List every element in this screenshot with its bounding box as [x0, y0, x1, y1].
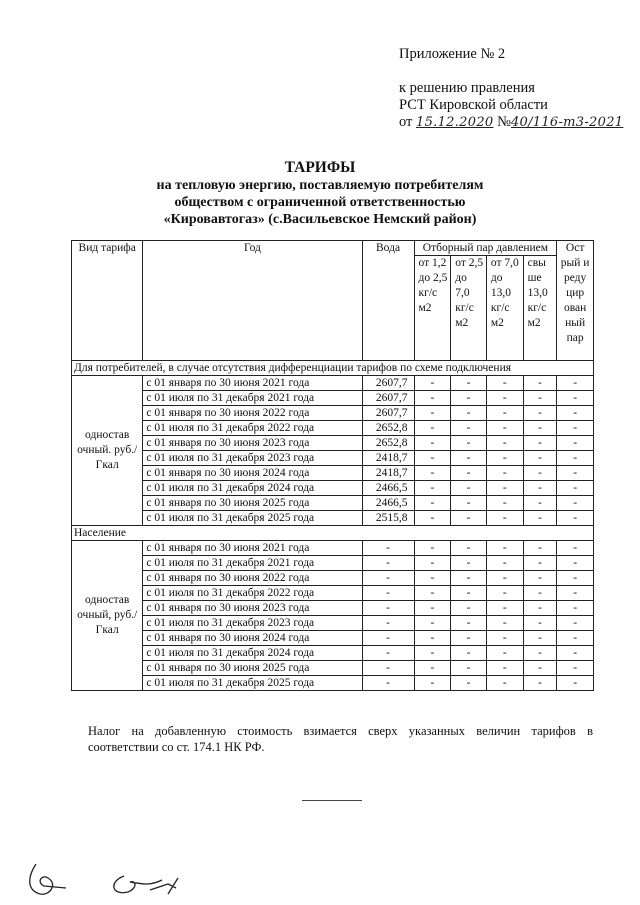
steam-value-cell: -: [486, 661, 523, 676]
table-row: [72, 496, 594, 511]
appendix-line-2: РСТ Кировской области: [399, 97, 548, 113]
table-row: [72, 616, 594, 631]
steam-value-cell: -: [557, 406, 594, 421]
steam-value-cell: -: [451, 556, 487, 571]
section-title: Для потребителей, в случае отсутствия дифференциации тарифов по схеме подключения: [72, 361, 594, 376]
water-value-cell: 2515,8: [362, 511, 414, 526]
steam-value-cell: -: [523, 421, 557, 436]
steam-value-cell: -: [486, 601, 523, 616]
water-value-cell: -: [362, 586, 414, 601]
steam-value-cell: -: [414, 616, 451, 631]
steam-value-cell: -: [557, 571, 594, 586]
steam-value-cell: -: [523, 556, 557, 571]
period-cell: с 01 июля по 31 декабря 2021 года: [143, 556, 362, 571]
table-row: [72, 376, 594, 391]
table-row: [72, 511, 594, 526]
steam-value-cell: -: [414, 541, 451, 556]
decision-date: 15.12.2020: [416, 115, 494, 130]
appendix-date-line: [399, 114, 623, 131]
steam-value-cell: -: [486, 391, 523, 406]
steam-value-cell: -: [486, 571, 523, 586]
water-value-cell: 2607,7: [362, 391, 414, 406]
steam-value-cell: -: [486, 481, 523, 496]
steam-value-cell: -: [523, 541, 557, 556]
date-prefix: от: [399, 114, 413, 130]
water-value-cell: -: [362, 616, 414, 631]
table-row: [72, 676, 594, 691]
steam-value-cell: -: [414, 481, 451, 496]
header-tariff-type: Вид тарифа: [72, 241, 143, 361]
steam-value-cell: -: [486, 376, 523, 391]
steam-value-cell: -: [557, 601, 594, 616]
steam-value-cell: -: [523, 511, 557, 526]
steam-value-cell: -: [451, 616, 487, 631]
steam-value-cell: -: [414, 556, 451, 571]
steam-value-cell: -: [414, 421, 451, 436]
appendix-line-1: к решению правления: [399, 80, 535, 96]
water-value-cell: 2418,7: [362, 451, 414, 466]
steam-value-cell: -: [523, 436, 557, 451]
steam-value-cell: -: [523, 661, 557, 676]
steam-value-cell: -: [451, 541, 487, 556]
table-row: [72, 571, 594, 586]
period-cell: с 01 июля по 31 декабря 2024 года: [143, 481, 362, 496]
steam-value-cell: -: [523, 376, 557, 391]
steam-value-cell: -: [557, 646, 594, 661]
steam-value-cell: -: [414, 676, 451, 691]
steam-value-cell: -: [451, 466, 487, 481]
steam-value-cell: -: [451, 676, 487, 691]
steam-value-cell: -: [557, 541, 594, 556]
steam-value-cell: -: [451, 661, 487, 676]
steam-value-cell: -: [486, 631, 523, 646]
title-line-3: «Кировавтогаз» (с.Васильевское Немский район): [163, 212, 477, 227]
steam-value-cell: -: [523, 571, 557, 586]
tariff-table: [71, 240, 594, 691]
steam-value-cell: -: [557, 496, 594, 511]
title-line-2: обществом с ограниченной ответственностью: [174, 195, 466, 210]
water-value-cell: -: [362, 661, 414, 676]
document-title: ТАРИФЫ: [284, 159, 356, 176]
steam-value-cell: -: [414, 661, 451, 676]
water-value-cell: 2418,7: [362, 466, 414, 481]
steam-value-cell: -: [414, 376, 451, 391]
steam-value-cell: -: [486, 421, 523, 436]
section-row: [72, 526, 594, 541]
period-cell: с 01 июля по 31 декабря 2023 года: [143, 616, 362, 631]
period-cell: с 01 июля по 31 декабря 2025 года: [143, 676, 362, 691]
section-row: [72, 361, 594, 376]
period-cell: с 01 января по 30 июня 2024 года: [143, 631, 362, 646]
period-cell: с 01 июля по 31 декабря 2021 года: [143, 391, 362, 406]
water-value-cell: 2652,8: [362, 421, 414, 436]
steam-value-cell: -: [414, 601, 451, 616]
period-cell: с 01 июля по 31 декабря 2022 года: [143, 586, 362, 601]
steam-value-cell: -: [523, 466, 557, 481]
steam-value-cell: -: [486, 676, 523, 691]
steam-value-cell: -: [451, 391, 487, 406]
table-row: [72, 391, 594, 406]
title-line-1: на тепловую энергию, поставляемую потребителям: [156, 178, 484, 193]
steam-value-cell: -: [486, 436, 523, 451]
steam-value-cell: -: [523, 481, 557, 496]
steam-value-cell: -: [557, 616, 594, 631]
period-cell: с 01 июля по 31 декабря 2022 года: [143, 421, 362, 436]
period-cell: с 01 января по 30 июня 2023 года: [143, 436, 362, 451]
header-year: Год: [143, 241, 362, 361]
steam-value-cell: -: [557, 511, 594, 526]
table-row: [72, 406, 594, 421]
steam-value-cell: -: [414, 451, 451, 466]
steam-value-cell: -: [414, 436, 451, 451]
steam-value-cell: -: [557, 631, 594, 646]
table-row: [72, 466, 594, 481]
steam-value-cell: -: [557, 556, 594, 571]
steam-value-cell: -: [414, 586, 451, 601]
period-cell: с 01 января по 30 июня 2023 года: [143, 601, 362, 616]
period-cell: с 01 января по 30 июня 2022 года: [143, 571, 362, 586]
steam-value-cell: -: [523, 601, 557, 616]
number-prefix: №: [497, 114, 511, 130]
steam-value-cell: -: [557, 436, 594, 451]
steam-value-cell: -: [557, 391, 594, 406]
signature-mark: [114, 876, 178, 894]
steam-value-cell: -: [523, 451, 557, 466]
steam-value-cell: -: [414, 631, 451, 646]
water-value-cell: -: [362, 631, 414, 646]
steam-value-cell: -: [557, 421, 594, 436]
steam-value-cell: -: [523, 391, 557, 406]
steam-value-cell: -: [523, 676, 557, 691]
tariff-type-cell: одностав очный, руб./Гкал: [72, 541, 143, 691]
steam-value-cell: -: [486, 556, 523, 571]
steam-value-cell: -: [523, 586, 557, 601]
steam-value-cell: -: [523, 616, 557, 631]
steam-value-cell: -: [451, 436, 487, 451]
water-value-cell: 2652,8: [362, 436, 414, 451]
steam-value-cell: -: [523, 406, 557, 421]
water-value-cell: -: [362, 556, 414, 571]
steam-value-cell: -: [557, 676, 594, 691]
separator-line: [302, 800, 362, 801]
steam-value-cell: -: [451, 601, 487, 616]
tariff-type-cell: одностав очный. руб./Гкал: [72, 376, 143, 526]
water-value-cell: -: [362, 571, 414, 586]
table-row: [72, 631, 594, 646]
steam-value-cell: -: [486, 646, 523, 661]
table-row: [72, 601, 594, 616]
period-cell: с 01 июля по 31 декабря 2025 года: [143, 511, 362, 526]
steam-value-cell: -: [486, 466, 523, 481]
steam-value-cell: -: [451, 481, 487, 496]
table-row: [72, 481, 594, 496]
steam-value-cell: -: [486, 406, 523, 421]
water-value-cell: -: [362, 541, 414, 556]
steam-value-cell: -: [451, 451, 487, 466]
header-steam-2: от 2,5 до 7,0 кг/с м2: [451, 256, 487, 361]
steam-value-cell: -: [557, 451, 594, 466]
signature-initial-mark: [30, 864, 66, 894]
decision-number: 40/116-т3-2021: [510, 115, 624, 130]
water-value-cell: -: [362, 646, 414, 661]
header-steam-1: от 1,2 до 2,5 кг/с м2: [414, 256, 451, 361]
steam-value-cell: -: [523, 646, 557, 661]
vat-note: Налог на добавленную стоимость взимается сверх указанных величин тарифов в соответствии со ст. 174.1 НК РФ.: [88, 724, 593, 754]
header-steam-4: свы ше 13,0 кг/с м2: [523, 256, 557, 361]
steam-value-cell: -: [414, 646, 451, 661]
period-cell: с 01 июля по 31 декабря 2023 года: [143, 451, 362, 466]
steam-value-cell: -: [414, 391, 451, 406]
steam-value-cell: -: [451, 511, 487, 526]
steam-value-cell: -: [557, 661, 594, 676]
steam-value-cell: -: [451, 586, 487, 601]
signature-marks: [0, 856, 240, 905]
steam-value-cell: -: [486, 496, 523, 511]
water-value-cell: 2607,7: [362, 406, 414, 421]
water-value-cell: -: [362, 601, 414, 616]
table-row: [72, 451, 594, 466]
water-value-cell: 2607,7: [362, 376, 414, 391]
period-cell: с 01 января по 30 июня 2021 года: [143, 376, 362, 391]
period-cell: с 01 января по 30 июня 2024 года: [143, 466, 362, 481]
section-title: Население: [72, 526, 594, 541]
steam-value-cell: -: [414, 571, 451, 586]
steam-value-cell: -: [414, 406, 451, 421]
period-cell: с 01 января по 30 июня 2022 года: [143, 406, 362, 421]
table-row: [72, 541, 594, 556]
header-water: Вода: [362, 241, 414, 361]
water-value-cell: 2466,5: [362, 481, 414, 496]
steam-value-cell: -: [523, 496, 557, 511]
steam-value-cell: -: [414, 511, 451, 526]
header-reduced-steam: Ост рый и реду цир ован ный пар: [557, 241, 594, 361]
steam-value-cell: -: [523, 631, 557, 646]
water-value-cell: -: [362, 676, 414, 691]
water-value-cell: 2466,5: [362, 496, 414, 511]
steam-value-cell: -: [451, 631, 487, 646]
table-row: [72, 436, 594, 451]
steam-value-cell: -: [414, 496, 451, 511]
steam-value-cell: -: [557, 466, 594, 481]
steam-value-cell: -: [486, 451, 523, 466]
period-cell: с 01 января по 30 июня 2021 года: [143, 541, 362, 556]
table-row: [72, 586, 594, 601]
steam-value-cell: -: [451, 421, 487, 436]
steam-value-cell: -: [451, 646, 487, 661]
steam-value-cell: -: [451, 376, 487, 391]
table-row: [72, 646, 594, 661]
steam-value-cell: -: [451, 496, 487, 511]
table-row: [72, 556, 594, 571]
steam-value-cell: -: [486, 586, 523, 601]
table-row: [72, 421, 594, 436]
steam-value-cell: -: [414, 466, 451, 481]
period-cell: с 01 июля по 31 декабря 2024 года: [143, 646, 362, 661]
steam-value-cell: -: [557, 481, 594, 496]
steam-value-cell: -: [557, 376, 594, 391]
appendix-title: Приложение № 2: [399, 46, 506, 62]
steam-value-cell: -: [557, 586, 594, 601]
header-steam-group: Отборный пар давлением: [414, 241, 557, 256]
steam-value-cell: -: [486, 541, 523, 556]
table-row: [72, 661, 594, 676]
period-cell: с 01 января по 30 июня 2025 года: [143, 661, 362, 676]
steam-value-cell: -: [486, 616, 523, 631]
steam-value-cell: -: [451, 571, 487, 586]
steam-value-cell: -: [486, 511, 523, 526]
period-cell: с 01 января по 30 июня 2025 года: [143, 496, 362, 511]
steam-value-cell: -: [451, 406, 487, 421]
header-steam-3: от 7,0 до 13,0 кг/с м2: [486, 256, 523, 361]
